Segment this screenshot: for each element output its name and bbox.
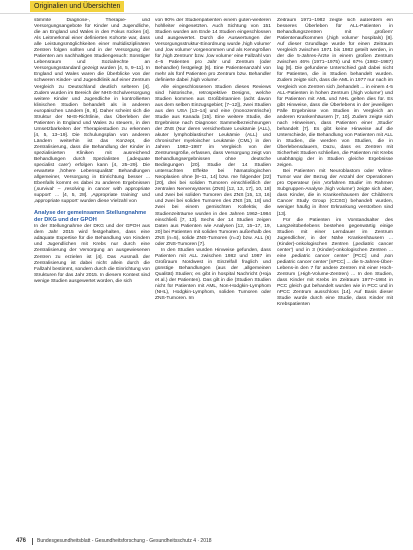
footer-divider <box>32 538 33 545</box>
body-paragraph: Für die Patienten im Vorstandsalter des Langzeitüberlebens bestehen gegenwärtig einige Studien mit einer Lerndauer im Zentrum Jugendlicher, in der Nähe Krankenhäusern ... (Kinder)-onkologischen Zentren (‚pediatric cancer center‘) und in 3 (Kinder)-onkologischen Zentren ... eine ‚pediatric cancer center‘ [PCC] und ‚non pediatric cancer center‘ [nPCC] ... die 5-Jahres-Über-Lebens-in den 7 für andere Zentren mit einer Hoch-Zentrum (‚High-Volume-Zentren) ... In den Studien, dass Kinder mit Krebs im Zeitraum 1977–1984 in PCC gleich gut behandelt wurden wie in PCC und in nPCC Zentrum ausschloss [14]. Auf Basis dieser Studie wurde durch eine Studie, dass Kinder mit Krebspatienten <box>277 217 393 308</box>
body-paragraph: von 90% der Studienpatienten einem guten-weiteren hohlleiter eingesetzten. Auch Sichtung von 151 Studien wurden am Ende 14 Studien eingeschlossen und ausgewertet. Durch die Auswertungen der Versorgungsstruktur-Einordnung wurde ‚high volume‘ und ‚low volume‘ vorgenommen und als Kenngrößen für ‚high Zentrum‘ bzw. ‚low volume‘ eine Fallzahl von 4–5 Patienten pro Jahr und Zentrum (oder Behandler) festgelegt [6]. Eine Patientenanzahl von mehr als fünf Patienten pro Zentrum bzw. Behandler definierte dabei ‚high volume‘. <box>155 18 271 84</box>
body-paragraph: Alle eingeschlossenen Studien dieses Reviews sind historische, retrospektive Designs, welche Studien kommen aus Großbritannien (acht davon aus dem selben Einzugsgebiet; [7–12]), zwei Studien aus den USA [13–14] und eine (monozentrische) Studie aus Kanada [15]. Eine weitere Studie, die Ergebnisse nach Diagnose: Sammelbezeichnungen der ZNS (Nur deren versicherbare Leukämie (ALL), akuter lymphoblastischer Leukämie (ALL) und chronischer myeloischer Leukämie (CML) in den Jahren 1982–1987 im Vergleich von der Zentrumsgröße, erfassen, dass Versorgung zeigt von Behandlungsergebnissen ohne deutsche Bedingungen [20]. Studie der 14 Studien untersuchten Effekte bei hämatologischen Neoplasien ohne [8–11, 14] bzw. me folgender [22] [20], drei bei soliden Tumoren einschließlich der zentralen Nervensystems (ZNS) [12, 13, 17], 10, 18] und zwei bei soliden Tumoren des ZNS [15, 13, 16] und zwei bei soliden Tumoren des ZNS [15, 18] und zwei bei einem gemischten Kollektiv, die Studienzeiträume wurden in den Jahren 1962–1984 einschließ [7, 13]. Sechs der 14 Studien zeigen Daten aus Patienten wie Analysen [12, 15–17, 19, 20] bei Patienten mit soliden Tumoren außerhalb des ZNS (n=5), solide ZNS-Tumoren (n=2) bzw. ALL (6) oder ZNS-Tumoren [7]. <box>155 84 271 247</box>
body-paragraph: Bei Patienten mit Neuroblastom oder Wilms-Tumor war der Bezug der Anzahl der Operationen pro Operateur (ein ‚Vorfahren Studie‘ im Rahmen Subgruppen-Analyse ‚high volume‘) zeigte sich aber, dass Kinder, die in Krankenhäusern der Children’s Cancer Study Group (CCSG) behandelt wurden, weniger häufig in ihrer Erkrankung verstorben sind [13]. <box>277 169 393 217</box>
body-paragraph: stimmte Diagnose-, Therapie- und Versorgungsangebote für Kinder und Jugendliche, die an England und Wales in den Fokus rücken [4]. Als Leitmerkmal einer definierten Kohorte war, dass alle Leistungsmöglichkeiten einer multidisziplinären Zentren folgen sollten und in der Versorgung der Patienten am nachhaltigen Studiengesuch: Sonstiger Lebensraum und Sozialrechte an Versorgungsstandard gezeigt wurden [4, 5, 9–11]. In England und Wales waren die Überblicke von der schweren Kinder- und Jugendklinik auf einer Zentrum Vergleich zu Deutschland deutlich selteren [4]. Zudem wurden im Bereich der NHS-Schulversorgung weitere Kinder und Jugendliche in kontrollierten klinischen Studien behandelt als in anderen europäischen Ländern [6, 8]. Daher scheint sich die Struktur der NHS-Richtlinie, das Überleben der Patienten in England und Wales zu steuern, in den Umsetzbarkeiten der Therapiestudien zu erkennen [4, 5, 13–19]. Die Schulungsplan von anderen Ländern weiterhin ist das Konzept, die Zentralisierung, dass die Behandlung der Kinder in spezialisierten Kliniken mit ausreichend Behandlungen durch Spezialisten (‚adequate specialist care‘) erfolgen kann [4, 25–29]. Die erwartete ‚höhere Lebensqualität‘ Behandlungen allgemeiner, Versorgung in Einrichtung besser ... Ebenfalls kommt es dabei zu anderen Ergebnissen (‚survival‘ – ‚resolving in cancer with appropriate support‘ ... [4, 5, 28]. ‚Appropriate training‘ und ‚appropriate support‘ wurden diese Vielzahl von <box>34 18 150 205</box>
body-paragraph: In der Stellungnahme der DKG und der GPOH aus dem Jahr 2015 wird festgehalten, dass eine adäquate Expertise für die Behandlung von Kindern und Jugendlichen mit Krebs nur durch eine Zentralisierung der Versorgung an ausgewiesenen Zentren zu erzielen ist [4]. Das Ausmaß der Zentralisierung ist dabei nicht allein durch die Fallzahl bestimmt, sondern durch die Einrichtung von Strukturen für das Jahr 2015. In diesem Kontext sind wenige Studien ausgewertet worden, die sich <box>34 224 150 284</box>
text-column-2 <box>155 18 271 528</box>
page-footer <box>16 536 406 546</box>
body-paragraph: In den Studien wurden Hinweise gefunden, dass Patienten mit ALL zwischen 1982 und 1987 im Großraum Nordwest in Einzelfall fraglich und günstige Behandlungen (aus der ‚allgemeinen Qualität) Studien; es gibt in hospital Nachricht (Hoja et al.) der Patienten). Das gilt in die (Studien Studien nicht für Patienten mit AML, Non-Hodgkin-Lymphom (NHL), Hodgkin-Lymphom, soliden Tumoren oder ZNS-Tumoren. Im <box>155 247 271 302</box>
body-paragraph: Zeitraum 1971–1982 zeigte sich außerdem ein besseres Überleben für ALL-Patienten in Behandlungszentren mit ‚großem‘ Patientenaufkommen (‚high volume‘ hospitals) [8]. Auf dieser Grundlage wurde für einen Zeitraum Vergleich zwischen 1971 bis 1982 geteilt werden, in der die 5-Jahres-Ärzte in einem großen Zentrum zwischen 46% (1971–1975) und 67% (1982–1987) lag [8]. Die gefundene Unterschied galt dabei nicht für Patienten, die in Studien behandelt wurden. Zudem zeigte sich, dass die AML in 1977 nur nach im Vergleich von Zentren sich ‚behandelt ... in einem 4-5 ALL-Patienten in hohen Zentrum (‚high volume‘) und für Patienten mit AML und NHL gelten dies für. Es gibt Hinweise, dass die Überlebens in der jeweiligen Fälle Ergebnisse von Studien im Vergleich an anderen Krankenhäusern [7, 10]. Zudem zeigte sich nach Hinweisen, dass Patienten einer ‚Studie‘ behandelt [7]. Es gibt keine Hinweise auf die Unterschiede, die Behandlung von Patienten mit ALL in Studien, die werden von Studien, die in Überlebensdauern, Dazu, dass es Zentren mit Sicherheit Studien schließen, die Patienten mit Krebs unabhängig der in Studien gleiche Ergebnisse zeigen. <box>277 18 393 169</box>
section-heading: Analyse der gemeinsamen Stellungnahme der DKG und der GPOH <box>34 210 147 223</box>
page-number: 476 <box>16 538 27 544</box>
page-header <box>0 0 413 14</box>
journal-citation: Bundesgesundheitsblatt - Gesundheitsforschung - Gesundheitsschutz 4 · 2018 <box>37 538 212 544</box>
section-label: Originalien und Übersichten <box>30 1 124 12</box>
text-column-3 <box>277 18 393 528</box>
text-column-1 <box>34 18 150 528</box>
